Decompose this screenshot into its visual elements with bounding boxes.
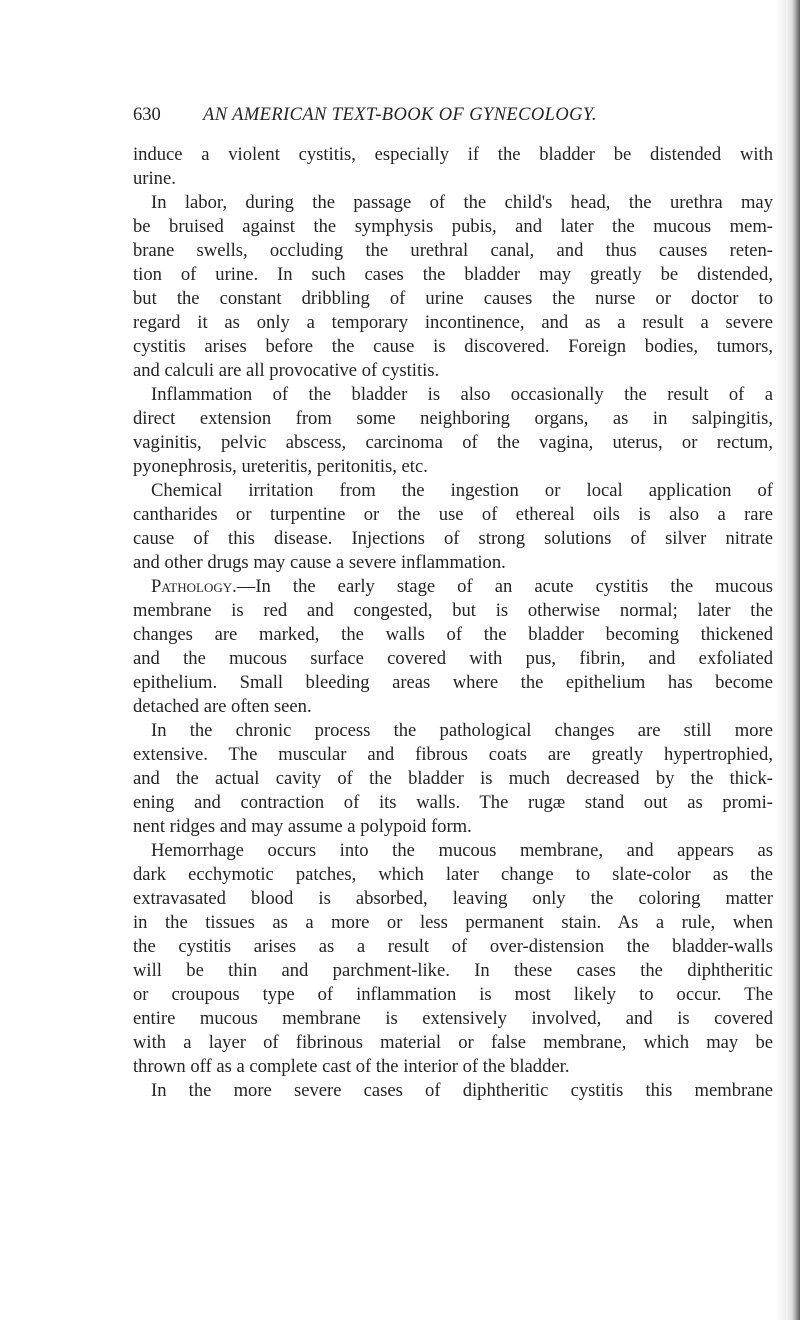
- text-line: entire mucous membrane is extensively involved, and is covered: [133, 1008, 773, 1029]
- text-line: or croupous type of inflammation is most likely to occur. The: [133, 984, 773, 1005]
- text-line: —In the early stage of an acute cystitis the mucous: [236, 576, 773, 597]
- page-edge-shadow: [776, 0, 786, 1320]
- text-line: and other drugs may cause a severe inflammation.: [133, 552, 506, 573]
- text-line: urine.: [133, 168, 176, 189]
- text-line: Inflammation of the bladder is also occasionally the result of a: [151, 384, 773, 405]
- text-line: and calculi are all provocative of cystitis.: [133, 360, 440, 381]
- text-line: cantharides or turpentine or the use of ethereal oils is also a rare: [133, 504, 773, 525]
- text-line: the cystitis arises as a result of over-distension the bladder-walls: [133, 936, 773, 957]
- pathology-line: [133, 575, 773, 599]
- text-line: extravasated blood is absorbed, leaving only the coloring matter: [133, 888, 773, 909]
- text-line: pyonephrosis, ureteritis, peritonitis, etc.: [133, 456, 428, 477]
- text-line: and the mucous surface covered with pus, fibrin, and exfoliated: [133, 648, 773, 669]
- text-line: Chemical irritation from the ingestion or local application of: [151, 480, 773, 501]
- text-line: but the constant dribbling of urine causes the nurse or doctor to: [133, 288, 773, 309]
- page-edge: [786, 0, 800, 1320]
- text-line: brane swells, occluding the urethral canal, and thus causes reten-: [133, 240, 773, 261]
- text-line: nent ridges and may assume a polypoid form.: [133, 816, 472, 837]
- text-line: in the tissues as a more or less permanent stain. As a rule, when: [133, 912, 773, 933]
- text-line: Hemorrhage occurs into the mucous membrane, and appears as: [151, 840, 773, 861]
- text-line: regard it as only a temporary incontinence, and as a result a severe: [133, 312, 773, 333]
- text-line: with a layer of fibrinous material or false membrane, which may be: [133, 1032, 773, 1053]
- text-line: extensive. The muscular and fibrous coats are greatly hypertrophied,: [133, 744, 773, 765]
- text-line: cause of this disease. Injections of strong solutions of silver nitrate: [133, 528, 773, 549]
- text-line: In the more severe cases of diphtheritic cystitis this membrane: [151, 1080, 773, 1101]
- text-line: vaginitis, pelvic abscess, carcinoma of the vagina, uterus, or rectum,: [133, 432, 773, 453]
- text-line: changes are marked, the walls of the bladder becoming thickened: [133, 624, 773, 645]
- text-line: induce a violent cystitis, especially if the bladder be distended with: [133, 144, 773, 165]
- text-line: detached are often seen.: [133, 696, 312, 717]
- text-line: thrown off as a complete cast of the interior of the bladder.: [133, 1056, 570, 1077]
- text-line: be bruised against the symphysis pubis, and later the mucous mem-: [133, 216, 773, 237]
- text-line: In the chronic process the pathological changes are still more: [151, 720, 773, 741]
- text-line: cystitis arises before the cause is discovered. Foreign bodies, tumors,: [133, 336, 773, 357]
- text-line: In labor, during the passage of the child's head, the urethra may: [151, 192, 773, 213]
- text-line: will be thin and parchment-like. In these cases the diphtheritic: [133, 960, 773, 981]
- text-line: dark ecchymotic patches, which later change to slate-color as the: [133, 864, 773, 885]
- running-title: AN AMERICAN TEXT-BOOK OF GYNECOLOGY.: [203, 105, 597, 125]
- text-line: ening and contraction of its walls. The rugæ stand out as promi-: [133, 792, 773, 813]
- text-line: tion of urine. In such cases the bladder may greatly be distended,: [133, 264, 773, 285]
- page-header: [133, 101, 773, 129]
- text-line: direct extension from some neighboring organs, as in salpingitis,: [133, 408, 773, 429]
- text-line: and the actual cavity of the bladder is much decreased by the thick-: [133, 768, 773, 789]
- section-heading-pathology: Pathology.: [151, 576, 237, 597]
- text-line: epithelium. Small bleeding areas where the epithelium has become: [133, 672, 773, 693]
- page-number: 630: [133, 105, 161, 125]
- text-line: membrane is red and congested, but is otherwise normal; later the: [133, 600, 773, 621]
- body-text: [133, 143, 773, 1103]
